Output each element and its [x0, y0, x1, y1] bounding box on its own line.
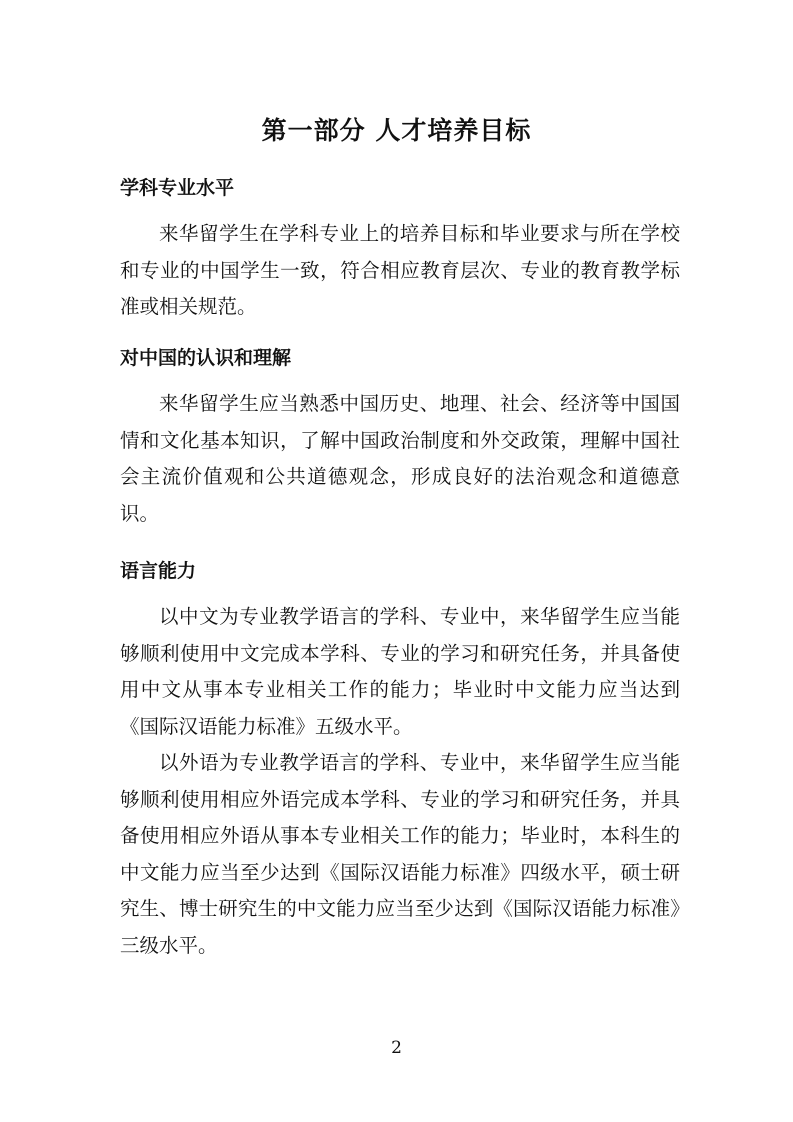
- page-number: 2: [391, 1038, 402, 1058]
- page-title: 第一部分 人才培养目标: [261, 116, 532, 145]
- section-heading: 对中国的认识和理解: [120, 347, 292, 369]
- section-subject-level: [120, 173, 680, 326]
- paragraph: 以外语为专业教学语言的学科、专业中，来华留学生应当能够顺利使用相应外语完成本学科、专业的学习和研究任务，并具备使用相应外语从事本专业相关工作的能力；毕业时，本科生的中文能力应当至少达到《国际汉语能力标准》四级水平，硕士研究生、博士研究生的中文能力应当至少达到《国际汉语能力标准》三级水平。: [120, 751, 680, 957]
- paragraph: 以中文为专业教学语言的学科、专业中，来华留学生应当能够顺利使用中文完成本学科、专业的学习和研究任务，并具备使用中文从事本专业相关工作的能力；毕业时中文能力应当达到《国际汉语能力标准》五级水平。: [120, 605, 680, 738]
- section-heading: 语言能力: [120, 560, 197, 582]
- paragraph: 来华留学生应当熟悉中国历史、地理、社会、经济等中国国情和文化基本知识，了解中国政治制度和外交政策，理解中国社会主流价值观和公共道德观念，形成良好的法治观念和道德意识。: [120, 392, 680, 525]
- section-language-ability: [120, 556, 680, 964]
- section-china-understanding: [120, 343, 680, 532]
- paragraph: 来华留学生在学科专业上的培养目标和毕业要求与所在学校和专业的中国学生一致，符合相应教育层次、专业的教育教学标准或相关规范。: [120, 222, 680, 318]
- section-heading: 学科专业水平: [120, 177, 235, 199]
